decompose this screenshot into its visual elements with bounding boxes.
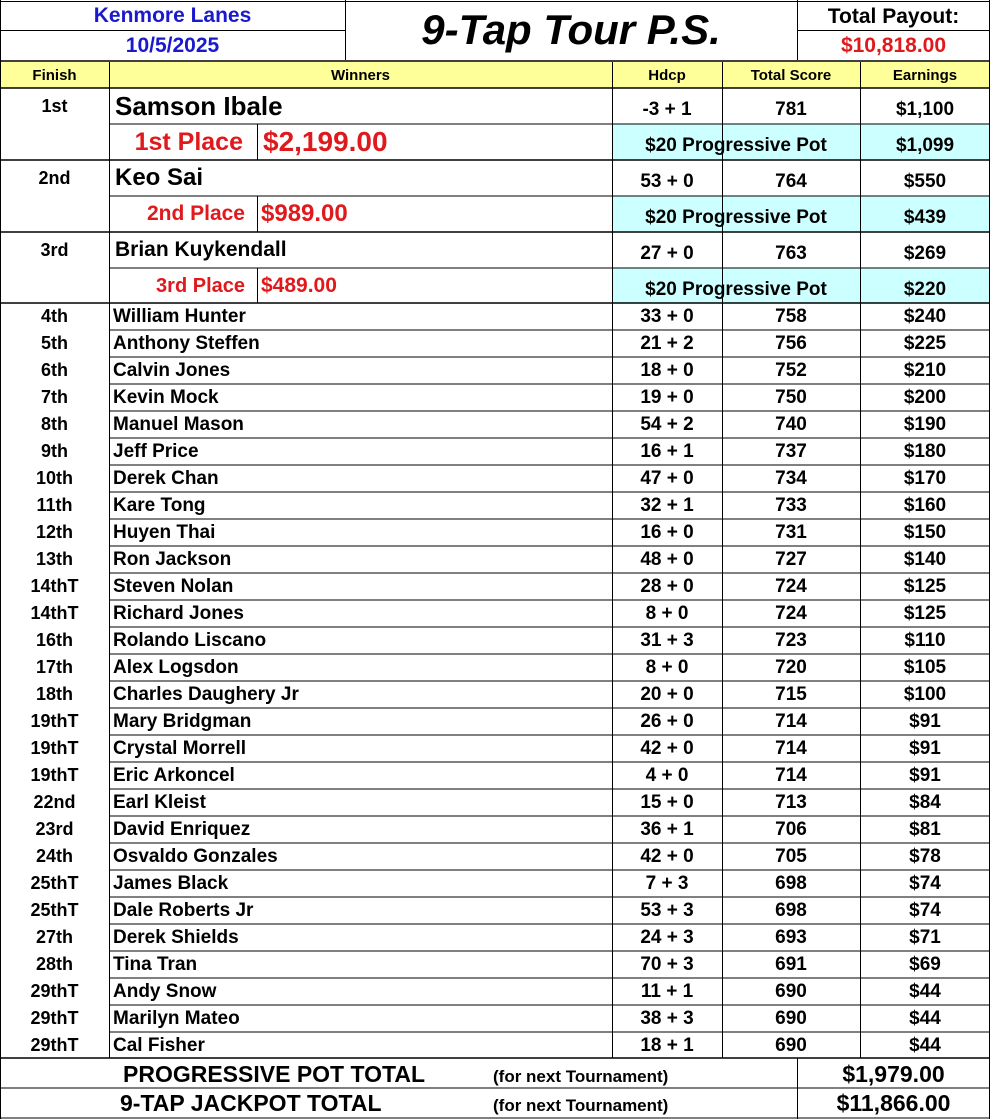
row-score: 715 bbox=[775, 684, 807, 705]
row-finish: 22nd bbox=[33, 792, 76, 812]
row-name: Alex Logsdon bbox=[113, 657, 239, 678]
page-title: 9-Tap Tour P.S. bbox=[421, 6, 721, 53]
row-earnings: $170 bbox=[903, 468, 947, 489]
top3-score: 781 bbox=[775, 99, 807, 120]
place-label: 2nd Place bbox=[146, 202, 245, 225]
row-score: 740 bbox=[775, 414, 807, 435]
row-name: Cal Fisher bbox=[113, 1035, 205, 1056]
row-name: Dale Roberts Jr bbox=[113, 900, 254, 921]
row-hdcp: 21 + 2 bbox=[640, 333, 694, 354]
row-finish: 25thT bbox=[30, 873, 79, 893]
row-hdcp: 47 + 0 bbox=[640, 468, 694, 489]
row-earnings: $44 bbox=[909, 981, 941, 1002]
row-hdcp: 33 + 0 bbox=[640, 306, 694, 327]
row-name: Derek Shields bbox=[113, 927, 239, 948]
row-name: Kare Tong bbox=[113, 495, 206, 516]
row-hdcp: 7 + 3 bbox=[645, 873, 689, 894]
row-hdcp: 8 + 0 bbox=[645, 603, 689, 624]
top3-earnings: $269 bbox=[903, 243, 947, 264]
top3-earnings: $550 bbox=[903, 171, 947, 192]
row-hdcp: 16 + 0 bbox=[640, 522, 694, 543]
col-header-finish: Finish bbox=[32, 67, 77, 84]
row-earnings: $100 bbox=[903, 684, 947, 705]
row-score: 698 bbox=[775, 873, 807, 894]
row-earnings: $240 bbox=[903, 306, 947, 327]
row-score: 733 bbox=[775, 495, 807, 516]
row-finish: 13th bbox=[35, 549, 73, 569]
row-earnings: $105 bbox=[903, 657, 947, 678]
progressive-pot-label: $20 Progressive Pot bbox=[645, 135, 827, 156]
jackpot-total-value: $11,866.00 bbox=[836, 1090, 951, 1116]
total-payout-value: $10,818.00 bbox=[840, 34, 947, 57]
progressive-total-note: (for next Tournament) bbox=[493, 1067, 669, 1086]
top3-hdcp: 53 + 0 bbox=[640, 171, 694, 192]
row-score: 758 bbox=[775, 306, 807, 327]
row-finish: 19thT bbox=[30, 738, 79, 758]
row-earnings: $74 bbox=[909, 900, 941, 921]
row-name: Rolando Liscano bbox=[113, 630, 267, 651]
row-name: Huyen Thai bbox=[113, 522, 216, 543]
row-earnings: $160 bbox=[903, 495, 947, 516]
row-name: William Hunter bbox=[113, 306, 246, 327]
progressive-pot-label: $20 Progressive Pot bbox=[645, 279, 827, 300]
row-name: Earl Kleist bbox=[113, 792, 206, 813]
row-name: Andy Snow bbox=[113, 981, 217, 1002]
row-name: James Black bbox=[113, 873, 229, 894]
top3-hdcp: 27 + 0 bbox=[640, 243, 694, 264]
row-finish: 23rd bbox=[35, 819, 74, 839]
row-hdcp: 53 + 3 bbox=[640, 900, 694, 921]
place-label: 3rd Place bbox=[156, 275, 245, 297]
row-score: 713 bbox=[775, 792, 807, 813]
progressive-total-label: PROGRESSIVE POT TOTAL bbox=[123, 1061, 426, 1087]
row-name: Crystal Morrell bbox=[113, 738, 247, 759]
row-hdcp: 38 + 3 bbox=[640, 1008, 694, 1029]
row-hdcp: 26 + 0 bbox=[640, 711, 694, 732]
row-score: 724 bbox=[775, 576, 807, 597]
row-finish: 29thT bbox=[30, 1008, 79, 1028]
event-date: 10/5/2025 bbox=[125, 34, 220, 57]
row-hdcp: 18 + 1 bbox=[640, 1035, 694, 1056]
top3-finish: 3rd bbox=[40, 240, 69, 260]
row-finish: 28th bbox=[35, 954, 73, 974]
row-score: 752 bbox=[775, 360, 807, 381]
row-hdcp: 20 + 0 bbox=[640, 684, 694, 705]
row-score: 693 bbox=[775, 927, 807, 948]
row-score: 737 bbox=[775, 441, 807, 462]
row-name: Anthony Steffen bbox=[113, 333, 260, 354]
row-earnings: $91 bbox=[909, 765, 941, 786]
row-finish: 16th bbox=[35, 630, 73, 650]
row-earnings: $71 bbox=[909, 927, 941, 948]
row-score: 750 bbox=[775, 387, 807, 408]
progressive-pot-amount: $1,099 bbox=[895, 135, 955, 156]
row-finish: 25thT bbox=[30, 900, 79, 920]
row-score: 690 bbox=[775, 981, 807, 1002]
row-hdcp: 4 + 0 bbox=[645, 765, 689, 786]
row-score: 705 bbox=[775, 846, 807, 867]
row-earnings: $125 bbox=[903, 576, 947, 597]
row-finish: 12th bbox=[35, 522, 73, 542]
place-amount: $489.00 bbox=[261, 274, 337, 297]
row-finish: 18th bbox=[35, 684, 73, 704]
row-name: Mary Bridgman bbox=[113, 711, 252, 732]
row-hdcp: 11 + 1 bbox=[640, 981, 694, 1002]
top3-name: Keo Sai bbox=[115, 164, 204, 191]
row-name: Osvaldo Gonzales bbox=[113, 846, 278, 867]
row-name: Eric Arkoncel bbox=[113, 765, 235, 786]
row-earnings: $125 bbox=[903, 603, 947, 624]
row-name: Ron Jackson bbox=[113, 549, 232, 570]
row-finish: 11th bbox=[36, 495, 73, 515]
row-hdcp: 36 + 1 bbox=[640, 819, 694, 840]
row-hdcp: 28 + 0 bbox=[640, 576, 694, 597]
row-score: 698 bbox=[775, 900, 807, 921]
row-finish: 27th bbox=[35, 927, 73, 947]
row-earnings: $190 bbox=[903, 414, 947, 435]
row-finish: 6th bbox=[41, 360, 68, 380]
row-score: 714 bbox=[775, 765, 807, 786]
row-earnings: $84 bbox=[909, 792, 941, 813]
place-label: 1st Place bbox=[134, 128, 243, 156]
row-finish: 10th bbox=[35, 468, 73, 488]
row-earnings: $69 bbox=[909, 954, 941, 975]
row-hdcp: 48 + 0 bbox=[640, 549, 694, 570]
row-finish: 24th bbox=[35, 846, 73, 866]
row-score: 724 bbox=[775, 603, 807, 624]
row-earnings: $91 bbox=[909, 738, 941, 759]
row-score: 691 bbox=[775, 954, 807, 975]
row-finish: 17th bbox=[35, 657, 73, 677]
row-hdcp: 8 + 0 bbox=[645, 657, 689, 678]
row-earnings: $91 bbox=[909, 711, 941, 732]
row-earnings: $200 bbox=[903, 387, 947, 408]
row-finish: 5th bbox=[41, 333, 68, 353]
row-earnings: $150 bbox=[903, 522, 947, 543]
row-score: 723 bbox=[775, 630, 807, 651]
row-finish: 14thT bbox=[30, 576, 79, 596]
row-score: 706 bbox=[775, 819, 807, 840]
row-name: Tina Tran bbox=[113, 954, 198, 975]
progressive-pot-amount: $220 bbox=[903, 279, 947, 300]
row-name: Manuel Mason bbox=[113, 414, 244, 435]
col-header-hdcp: Hdcp bbox=[648, 67, 686, 84]
row-hdcp: 54 + 2 bbox=[640, 414, 694, 435]
top3-finish: 2nd bbox=[38, 168, 71, 188]
row-score: 714 bbox=[775, 738, 807, 759]
row-hdcp: 42 + 0 bbox=[640, 738, 694, 759]
row-earnings: $140 bbox=[903, 549, 947, 570]
row-finish: 14thT bbox=[30, 603, 79, 623]
row-hdcp: 15 + 0 bbox=[640, 792, 694, 813]
row-finish: 4th bbox=[41, 306, 68, 326]
row-earnings: $225 bbox=[903, 333, 947, 354]
venue-name: Kenmore Lanes bbox=[93, 4, 252, 27]
row-earnings: $110 bbox=[904, 630, 946, 651]
row-earnings: $74 bbox=[909, 873, 941, 894]
row-hdcp: 16 + 1 bbox=[640, 441, 694, 462]
row-name: David Enriquez bbox=[113, 819, 251, 840]
row-earnings: $180 bbox=[903, 441, 947, 462]
row-name: Steven Nolan bbox=[113, 576, 234, 597]
row-earnings: $81 bbox=[909, 819, 941, 840]
total-payout-label: Total Payout: bbox=[827, 5, 960, 28]
top3-hdcp: -3 + 1 bbox=[642, 99, 692, 120]
col-header-winners: Winners bbox=[330, 67, 391, 84]
top3-name: Brian Kuykendall bbox=[115, 238, 287, 261]
row-score: 734 bbox=[775, 468, 807, 489]
row-finish: 29thT bbox=[30, 1035, 79, 1055]
row-name: Calvin Jones bbox=[113, 360, 231, 381]
top3-earnings: $1,100 bbox=[895, 99, 955, 120]
row-name: Richard Jones bbox=[113, 603, 244, 624]
top3-finish: 1st bbox=[41, 96, 68, 116]
top3-name: Samson Ibale bbox=[115, 91, 283, 121]
row-finish: 9th bbox=[41, 441, 68, 461]
row-score: 690 bbox=[775, 1035, 807, 1056]
row-name: Charles Daughery Jr bbox=[113, 684, 299, 705]
row-name: Marilyn Mateo bbox=[113, 1008, 240, 1029]
row-earnings: $210 bbox=[903, 360, 947, 381]
row-name: Kevin Mock bbox=[113, 387, 219, 408]
top3-score: 764 bbox=[775, 171, 807, 192]
row-hdcp: 18 + 0 bbox=[640, 360, 694, 381]
row-earnings: $78 bbox=[909, 846, 941, 867]
row-score: 731 bbox=[775, 522, 807, 543]
row-finish: 8th bbox=[41, 414, 68, 434]
jackpot-total-label: 9-TAP JACKPOT TOTAL bbox=[120, 1090, 382, 1116]
row-name: Derek Chan bbox=[113, 468, 219, 489]
row-earnings: $44 bbox=[909, 1035, 941, 1056]
row-finish: 29thT bbox=[30, 981, 79, 1001]
row-hdcp: 31 + 3 bbox=[640, 630, 694, 651]
row-score: 720 bbox=[775, 657, 807, 678]
jackpot-total-note: (for next Tournament) bbox=[493, 1096, 669, 1115]
col-header-earnings: Earnings bbox=[892, 67, 958, 84]
row-score: 690 bbox=[775, 1008, 807, 1029]
row-hdcp: 70 + 3 bbox=[640, 954, 694, 975]
place-amount: $989.00 bbox=[261, 200, 348, 227]
row-earnings: $44 bbox=[909, 1008, 941, 1029]
col-header-total-score: Total Score bbox=[750, 67, 832, 84]
row-hdcp: 42 + 0 bbox=[640, 846, 694, 867]
row-name: Jeff Price bbox=[113, 441, 199, 462]
top3-score: 763 bbox=[775, 243, 807, 264]
row-finish: 19thT bbox=[30, 711, 79, 731]
row-finish: 19thT bbox=[30, 765, 79, 785]
row-score: 714 bbox=[775, 711, 807, 732]
place-amount: $2,199.00 bbox=[263, 126, 388, 157]
row-hdcp: 32 + 1 bbox=[640, 495, 694, 516]
row-hdcp: 24 + 3 bbox=[640, 927, 694, 948]
progressive-pot-amount: $439 bbox=[903, 207, 947, 228]
row-score: 756 bbox=[775, 333, 807, 354]
row-finish: 7th bbox=[41, 387, 68, 407]
row-hdcp: 19 + 0 bbox=[640, 387, 694, 408]
row-score: 727 bbox=[775, 549, 807, 570]
progressive-total-value: $1,979.00 bbox=[842, 1061, 945, 1087]
progressive-pot-label: $20 Progressive Pot bbox=[645, 207, 827, 228]
